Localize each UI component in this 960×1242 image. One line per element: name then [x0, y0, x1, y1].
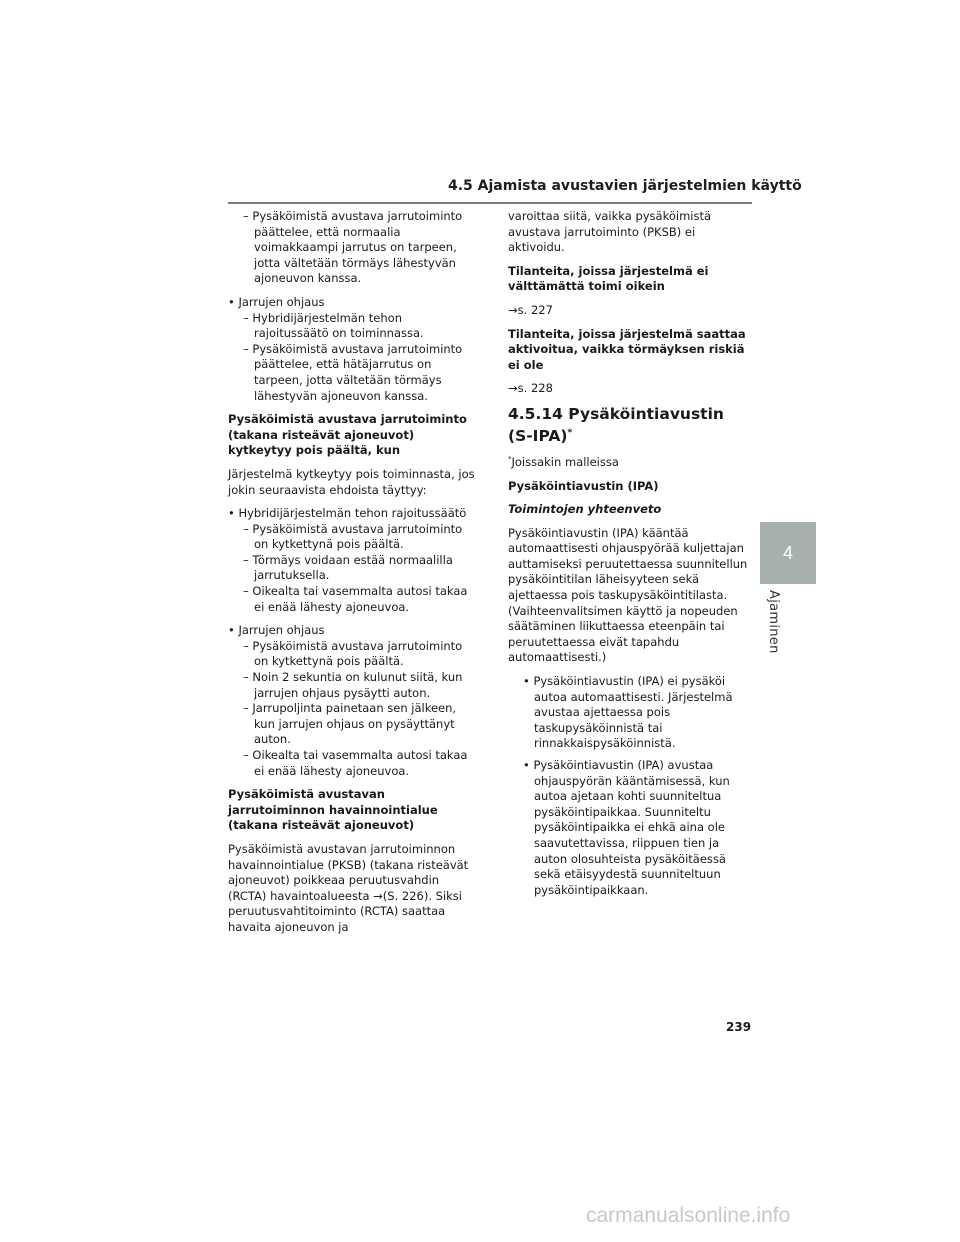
footnote-mark: *	[508, 455, 512, 464]
section-title: 4.5.14 Pysäköintiavustin (S-IPA)	[508, 404, 724, 446]
list-group	[228, 295, 478, 404]
model-footnote-mark: *	[567, 427, 573, 438]
list-item: – Törmäys voidaan estää normaalilla jarrutuksella.	[243, 552, 453, 583]
subheading: Pysäköimistä avustava jarrutoiminto (takana risteävät ajoneuvot) kytkeytyy pois päältä, kun	[228, 412, 467, 458]
list-group	[228, 209, 478, 287]
paragraph: Järjestelmä kytkeytyy pois toiminnasta, jos jokin seuraavista ehdoista täyttyy:	[228, 466, 475, 497]
subheading: Pysäköimistä avustavan jarrutoiminnon havainnointialue (takana risteävät ajoneuvot)	[228, 787, 438, 833]
list-item: – Pysäköimistä avustava jarrutoiminto päättelee, että normaalia voimakkaampi jarrutus on tarpeen, jotta vältetään törmäys lähestyvän ajoneuvon kanssa.	[243, 209, 463, 286]
subheading-italic: Toimintojen yhteenveto	[508, 502, 662, 517]
list-item: – Jarrupoljinta painetaan sen jälkeen, kun jarrujen ohjaus on pysäyttänyt auton.	[243, 701, 457, 747]
list-item: • Pysäköintiavustin (IPA) avustaa ohjauspyörän kääntämisessä, kun autoa ajetaan kohti suunniteltua pysäköintipaikkaa. Suunniteltu pysäköintipaikka ei ehkä aina ole saavutettavissa, riippuen tien ja auton olosuhteista pysäköitäessä sekä etäisyydestä suunniteltuun pysäköintipaikkaan.	[523, 758, 730, 897]
footnote	[508, 452, 754, 470]
right-column	[508, 209, 754, 898]
list-item: – Hybridijärjestelmän tehon rajoitussäätö on toiminnassa.	[243, 310, 424, 341]
page-number: 239	[726, 1020, 752, 1034]
chapter-tab[interactable]	[760, 522, 816, 584]
header-rule	[228, 202, 752, 204]
left-column	[228, 209, 478, 944]
list-group	[228, 506, 478, 615]
chapter-number: 4	[782, 542, 793, 563]
footnote-text: Joissakin malleissa	[511, 454, 619, 469]
list-item: – Oikealta tai vasemmalta autosi takaa ei enää lähesty ajoneuvoa.	[243, 584, 468, 614]
subheading: Pysäköintiavustin (IPA)	[508, 478, 659, 493]
paragraph: varoittaa siitä, vaikka pysäköimistä avustava jarrutoiminto (PKSB) ei aktivoidu.	[508, 209, 712, 255]
page-reference[interactable]: →s. 227	[508, 302, 553, 317]
list-item: – Pysäköimistä avustava jarrutoiminto on kytkettynä pois päältä.	[243, 521, 463, 552]
watermark: carmanualsonline.info	[586, 1204, 791, 1227]
list-item: – Pysäköimistä avustava jarrutoiminto on kytkettynä pois päältä.	[243, 638, 463, 669]
page-reference[interactable]: →s. 228	[508, 381, 553, 396]
subheading: Tilanteita, joissa järjestelmä saattaa aktivoitua, vaikka törmäyksen riskiä ei ole	[508, 326, 746, 372]
paragraph: Pysäköintiavustin (IPA) kääntää automaattisesti ohjauspyörää kuljettajan auttamiseksi peruutettaessa suunnitellun pysäköintitilan läheisyyteen sekä ajettaessa pois taskupysäköintitilasta. (Vaihteenvalitsimen käyttö ja nopeuden säätäminen liikuttaessa eteenpäin tai peruutettaessa eivät tapahdu automaattisesti.)	[508, 525, 748, 665]
running-header: 4.5 Ajamista avustavien järjestelmien käyttö	[448, 178, 802, 194]
list-item: • Jarrujen ohjaus	[228, 623, 325, 638]
list-item: – Noin 2 sekuntia on kulunut siitä, kun jarrujen ohjaus pysäytti auton.	[243, 670, 463, 700]
chapter-label: Ajaminen	[766, 590, 781, 654]
list-item: – Oikealta tai vasemmalta autosi takaa ei enää lähesty ajoneuvoa.	[243, 748, 468, 778]
paragraph: Pysäköimistä avustavan jarrutoiminnon havainnointialue (PKSB) (takana risteävät ajoneuvot) poikkeaa peruutusvahdin (RCTA) havaintoalueesta →(S. 226). Siksi peruutusvahtitoiminto (RCTA) saattaa havaita ajoneuvon ja	[228, 841, 469, 934]
list-item: • Jarrujen ohjaus	[228, 294, 325, 309]
list-item: • Pysäköintiavustin (IPA) ei pysäköi autoa automaattisesti. Järjestelmä avustaa ajettaessa pois taskupysäköinnistä tai rinnakkaispysäköinnistä.	[523, 674, 733, 751]
section-heading	[508, 405, 754, 446]
list-group	[228, 623, 478, 779]
list-item: • Hybridijärjestelmän tehon rajoitussäätö	[228, 506, 467, 521]
subheading: Tilanteita, joissa järjestelmä ei välttämättä toimi oikein	[508, 263, 709, 294]
list-item: – Pysäköimistä avustava jarrutoiminto päättelee, että hätäjarrutus on tarpeen, jotta vältetään törmäys lähestyvän ajoneuvon kanssa.	[243, 341, 463, 403]
